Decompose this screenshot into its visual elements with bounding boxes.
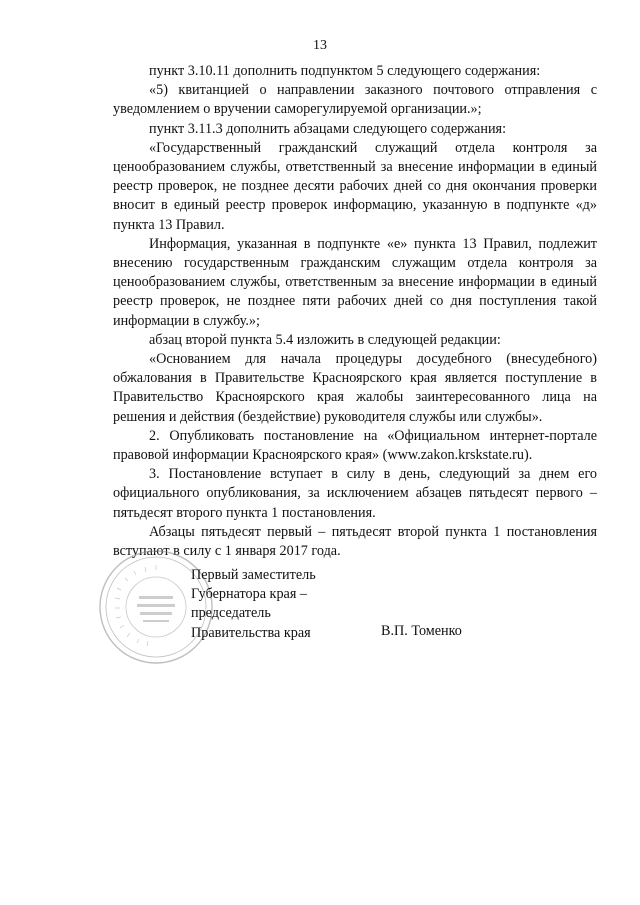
paragraph: «Государственный гражданский служащий отдела контроля за ценообразованием службы, ответственный за внесение информации в единый реестр проверок, не позднее десяти рабочих дней со дня окончания проверки вносит в единый реестр проверок информацию, указанную в подпункте «д» пункта 13 Правил. xyxy=(113,139,597,233)
paragraph: «Основанием для начала процедуры досудебного (внесудебного) обжалования в Правительстве Красноярского края является поступление в Правительство Красноярского края жалобы заинтересованного лица на решения и действия (бездействие) руководителя службы или службы». xyxy=(113,351,597,425)
signer-name: В.П. Томенко xyxy=(381,623,462,639)
paragraph: «5) квитанцией о направлении заказного почтового отправления с уведомлением о вручении саморегулируемой организации.»; xyxy=(113,82,597,118)
signer-title-line: председатель xyxy=(191,605,271,622)
paragraph: 3. Постановление вступает в силу в день, следующий за днем его официального опубликования, за исключением абзацев пятьдесят первого – пятьдесят второго пункта 1 постановления. xyxy=(113,466,597,521)
signature-block xyxy=(191,566,531,643)
paragraph: пункт 3.10.11 дополнить подпунктом 5 следующего содержания: xyxy=(149,63,541,79)
paragraph: 2. Опубликовать постановление на «Официальном интернет-портале правовой информации Красноярского края» (www.zakon.krskstate.ru). xyxy=(113,427,597,464)
signer-title-line: Губернатора края – xyxy=(191,586,308,603)
document-body xyxy=(113,62,597,561)
signer-title-line: Правительства края xyxy=(191,624,311,641)
paragraph: Информация, указанная в подпункте «е» пункта 13 Правил, подлежит внесению государственным гражданским служащим отдела контроля за ценообразованием службы, ответственным за внесение информации в единый реестр проверок, не позднее пяти рабочих дней со дня поступления такой информации в службу.»; xyxy=(113,235,597,329)
paragraph: пункт 3.11.3 дополнить абзацами следующего содержания: xyxy=(149,120,507,137)
signer-title-line: Первый заместитель xyxy=(191,567,316,583)
paragraph: абзац второй пункта 5.4 изложить в следующей редакции: xyxy=(149,331,501,348)
page-number: 13 xyxy=(313,38,327,53)
paragraph: Абзацы пятьдесят первый – пятьдесят второй пункта 1 постановления вступают в силу с 1 января 2017 года. xyxy=(113,523,597,560)
